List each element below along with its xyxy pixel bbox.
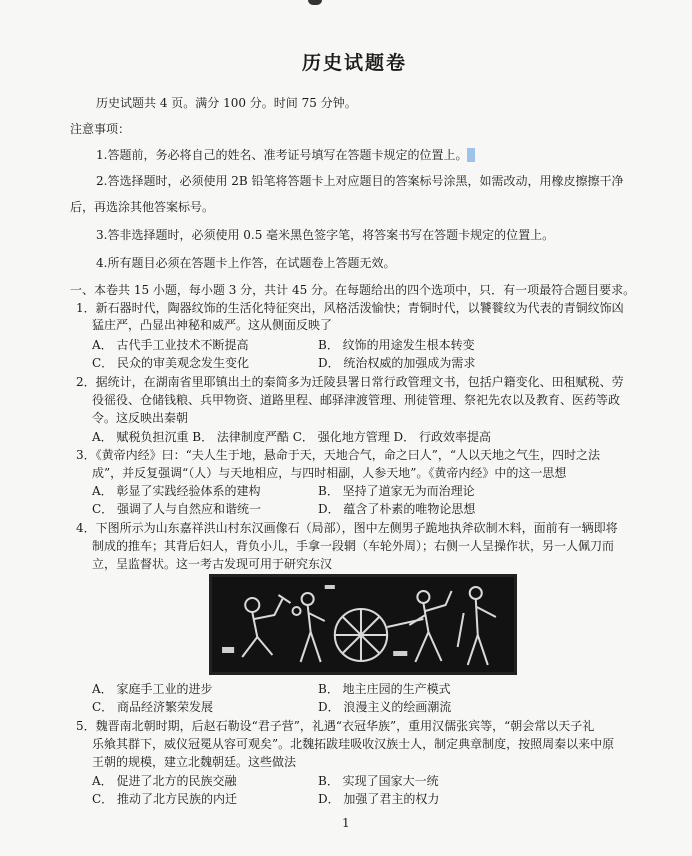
question-3-option-c: C． 强调了人与自然应和谐统一 [92,502,261,516]
question-3-option-b: B． 坚持了道家无为而治理论 [318,484,475,498]
question-5-option-d: D． 加强了君主的权力 [318,792,440,806]
question-5-stem-line-3: 王朝的规模，建立北魏朝廷。这些做法 [92,755,297,769]
question-3-stem-line-1: 3．《黄帝内经》曰：“夫人生于地，悬命于天，天地合气，命之曰人”，“人以天地之气生，四时之法 [76,448,601,462]
notice-2: 2.答选择题时，必须使用 2B 铅笔将答题卡上对应题目的答案标号涂黑，如需改动，用橡皮擦擦干净 [96,174,624,188]
han-stone-relief-image [209,574,517,675]
page-top-mark [308,0,322,5]
question-2-options: A． 赋税负担沉重 B． 法律制度严酷 C． 强化地方管理 D． 行政效率提高 [92,430,491,444]
text-cursor-highlight [467,148,475,162]
page-number: 1 [342,816,350,830]
notice-1-text: 1.答题前，务必将自己的姓名、准考证号填写在答题卡规定的位置上。 [96,148,468,162]
question-4-stem-line-2: 制成的推车；其背后妇人，背负小儿，手拿一段辋（车轮外周）；右侧一人呈操作状，另一人佩刀而 [92,539,615,553]
question-4-option-b: B． 地主庄园的生产模式 [318,682,451,696]
notice-heading: 注意事项： [70,122,131,136]
question-2-stem-line-2: 役徭役、仓储钱粮、兵甲物资、道路里程、邮驿津渡管理、刑徒管理、祭祀先农以及教育、医药等政 [92,393,621,407]
notice-2-continued: 后，再选涂其他答案标号。 [70,200,215,214]
question-5-stem-line-1: 5．魏晋南北朝时期，后赵石勒设“君子营”，礼遇“衣冠华族”，重用汉儒张宾等，“朝会常以天子礼 [76,719,595,733]
question-3-option-a: A． 彰显了实践经验体系的建构 [92,484,261,498]
question-1-option-d: D． 统治权威的加强成为需求 [318,356,476,370]
question-1-stem-line-1: 1．新石器时代，陶器纹饰的生活化特征突出，风格活泼愉快；青铜时代，以饕餮纹为代表的青铜纹饰凶 [76,301,624,315]
notice-4: 4.所有题目必须在答题卡上作答，在试题卷上答题无效。 [96,256,396,270]
relief-illustration [212,577,514,672]
question-1-option-c: C． 民众的审美观念发生变化 [92,356,249,370]
section-heading: 一、本卷共 15 小题，每小题 3 分，共计 45 分。在每题给出的四个选项中，只．有一项最符合题目要求。 [70,283,636,297]
question-1-option-b: B． 纹饰的用途发生根本转变 [318,338,475,352]
question-5-option-c: C． 推动了北方民族的内迁 [92,792,237,806]
notice-1 [96,148,475,163]
question-3-option-d: D． 蕴含了朴素的唯物论思想 [318,502,476,516]
question-5-option-a: A． 促进了北方的民族交融 [92,774,237,788]
question-5-stem-line-2: 乐飨其群下，威仪冠冕从容可观矣”。北魏拓跋珪吸收汉族士人，制定典章制度，按照周秦以来中原 [92,737,615,751]
question-1-stem-line-2: 猛庄严，凸显出神秘和威严。这从侧面反映了 [92,318,333,332]
question-2-stem-line-1: 2．据统计，在湖南省里耶镇出土的秦简多为迁陵县署日常行政管理文书，包括户籍变化、田租赋税、劳 [76,375,624,389]
page-title: 历史试题卷 [302,52,408,74]
question-4-stem-line-3: 立，呈监督状。这一考古发现可用于研究东汉 [92,557,333,571]
question-4-option-c: C． 商品经济繁荣发展 [92,700,213,714]
question-3-stem-line-2: 成”，并反复强调“（人）与天地相应，与四时相副，人参天地”。《黄帝内经》中的这一思想 [92,466,567,480]
question-4-option-a: A． 家庭手工业的进步 [92,682,213,696]
question-5-option-b: B． 实现了国家大一统 [318,774,439,788]
question-1-option-a: A． 古代手工业技术不断提高 [92,338,249,352]
question-2-stem-line-3: 令。这反映出秦朝 [92,411,189,425]
notice-3: 3.答非选择题时，必须使用 0.5 毫米黑色签字笔，将答案书写在答题卡规定的位置上。 [96,228,555,242]
exam-intro: 历史试题共 4 页。满分 100 分。时间 75 分钟。 [96,96,357,110]
question-4-stem-line-1: 4．下图所示为山东嘉祥洪山村东汉画像石（局部），图中左侧男子跪地执斧砍制木料，面前有一辆即将 [76,521,618,535]
question-4-option-d: D． 浪漫主义的绘画潮流 [318,700,452,714]
